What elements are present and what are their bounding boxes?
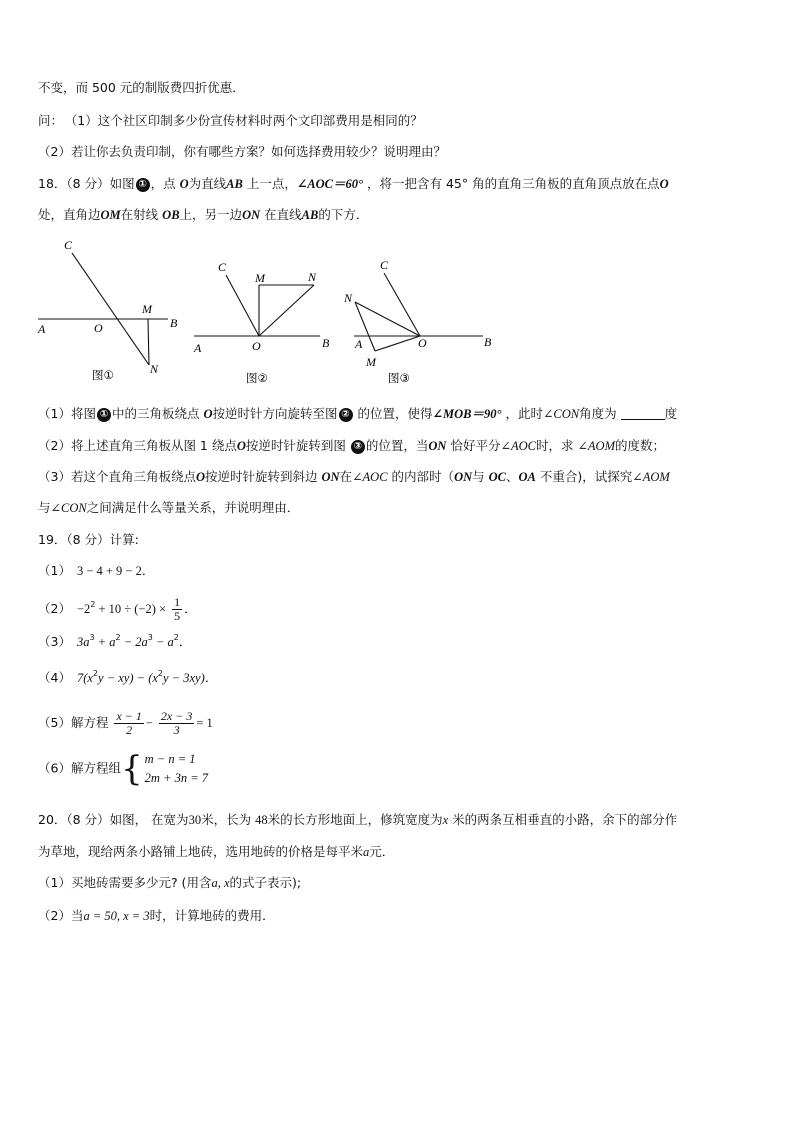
label-a: A (38, 322, 46, 336)
p18-sub3-cont: 与∠CON之间满足什么等量关系，并说明理由． (38, 500, 300, 515)
p18-sub3: （3）若这个直角三角板绕点O按逆时针旋转到斜边 ON在∠AOC 的内部时（ON与 OC、OA 不重合)，试探究∠AOM (38, 469, 670, 484)
label-m: M (255, 271, 265, 285)
label-a: A (194, 341, 202, 355)
answer-blank (621, 407, 665, 420)
p19-item4: （4） $7(x^2y - xy) - (x^2y - 3xy)$． (38, 669, 218, 685)
label-b: B (170, 316, 178, 330)
p20-line1: 20．（8 分）如图， 在宽为30米，长为 48米的长方形地面上，修筑宽度为x 米的两条互相垂直的小路，余下的部分作 (38, 812, 678, 827)
label-m: M (142, 302, 152, 316)
label-n: N (344, 291, 353, 305)
p19-item1: （1） 3 − 4 + 9 − 2． (38, 563, 155, 578)
figure-2 (188, 255, 338, 390)
label-b: B (322, 336, 330, 350)
label-c: C (64, 238, 73, 252)
intro-line: 不变，而 500 元的制版费四折优惠． (38, 80, 245, 95)
caption: 图③ (388, 371, 410, 385)
p19-item2: $(2) -2^2 + 10 \div (-2)$ × $\frac{1}{5}$ ． (38, 595, 197, 623)
figure-1 (30, 235, 190, 385)
p18-sub2: （2）将上述直角三角板从图 1 绕点O按逆时针旋转到图 ③ 的位置，当ON 恰好平分∠AOC时，求 ∠AOM的度数； (38, 438, 666, 453)
label-c: C (380, 258, 389, 272)
question-1: 问： （1）这个社区印制多少份宣传材料时两个文印部费用是相同的？ (38, 113, 423, 128)
p19-item6: （6）解方程组{ m − n = 1 2m + 3n = 7 (38, 749, 209, 789)
p19-item3: （3） $3a^3 + a^2 - 2a^3 - a^2$． (38, 633, 192, 649)
p20-q1: （1）买地砖需要多少元? (用含a, x的式子表示); (38, 875, 302, 890)
label-b: B (484, 335, 492, 349)
label-n: N (150, 362, 159, 376)
caption: 图① (92, 368, 114, 382)
label-n: N (308, 270, 317, 284)
label-o: O (252, 339, 261, 353)
caption: 图② (246, 371, 268, 385)
p20-line2: 为草地，现给两条小路铺上地砖，选用地砖的价格是每平米a元． (38, 844, 395, 859)
question-2: （2）若让你去负责印制，你有哪些方案？如何选择费用较少？说明理由？ (38, 144, 446, 159)
label-c: C (218, 260, 227, 274)
label-m: M (366, 355, 376, 369)
figure-3 (338, 255, 508, 390)
p20-q2: （2）当a = 50, x = 3时，计算地砖的费用． (38, 908, 275, 923)
p19-item5: （5）解方程 $\frac{x - 1}{2}$ − $\frac{2x - 3}{3}$ = 1 (38, 709, 213, 737)
p18-sub1: （1）将图 ① 中的三角板绕点 O按逆时针方向旋转至图 ② 的位置，使得∠MOB＝90° ，此时∠CON角度为 度 (38, 406, 678, 421)
p18-line1: 18．（8 分）如图 ① ，点 O为直线AB 上一点，∠AOC＝60° ，将一把含有 45° 角的直角三角板的直角顶点放在点O (38, 176, 669, 191)
label-o: O (94, 321, 103, 335)
label-a: A (355, 337, 363, 351)
p19-header: 19．（8 分）计算: (38, 532, 139, 547)
label-o: O (418, 336, 427, 350)
p18-line2: 处，直角边OM在射线 OB上，另一边ON 在直线AB的下方． (38, 207, 369, 222)
